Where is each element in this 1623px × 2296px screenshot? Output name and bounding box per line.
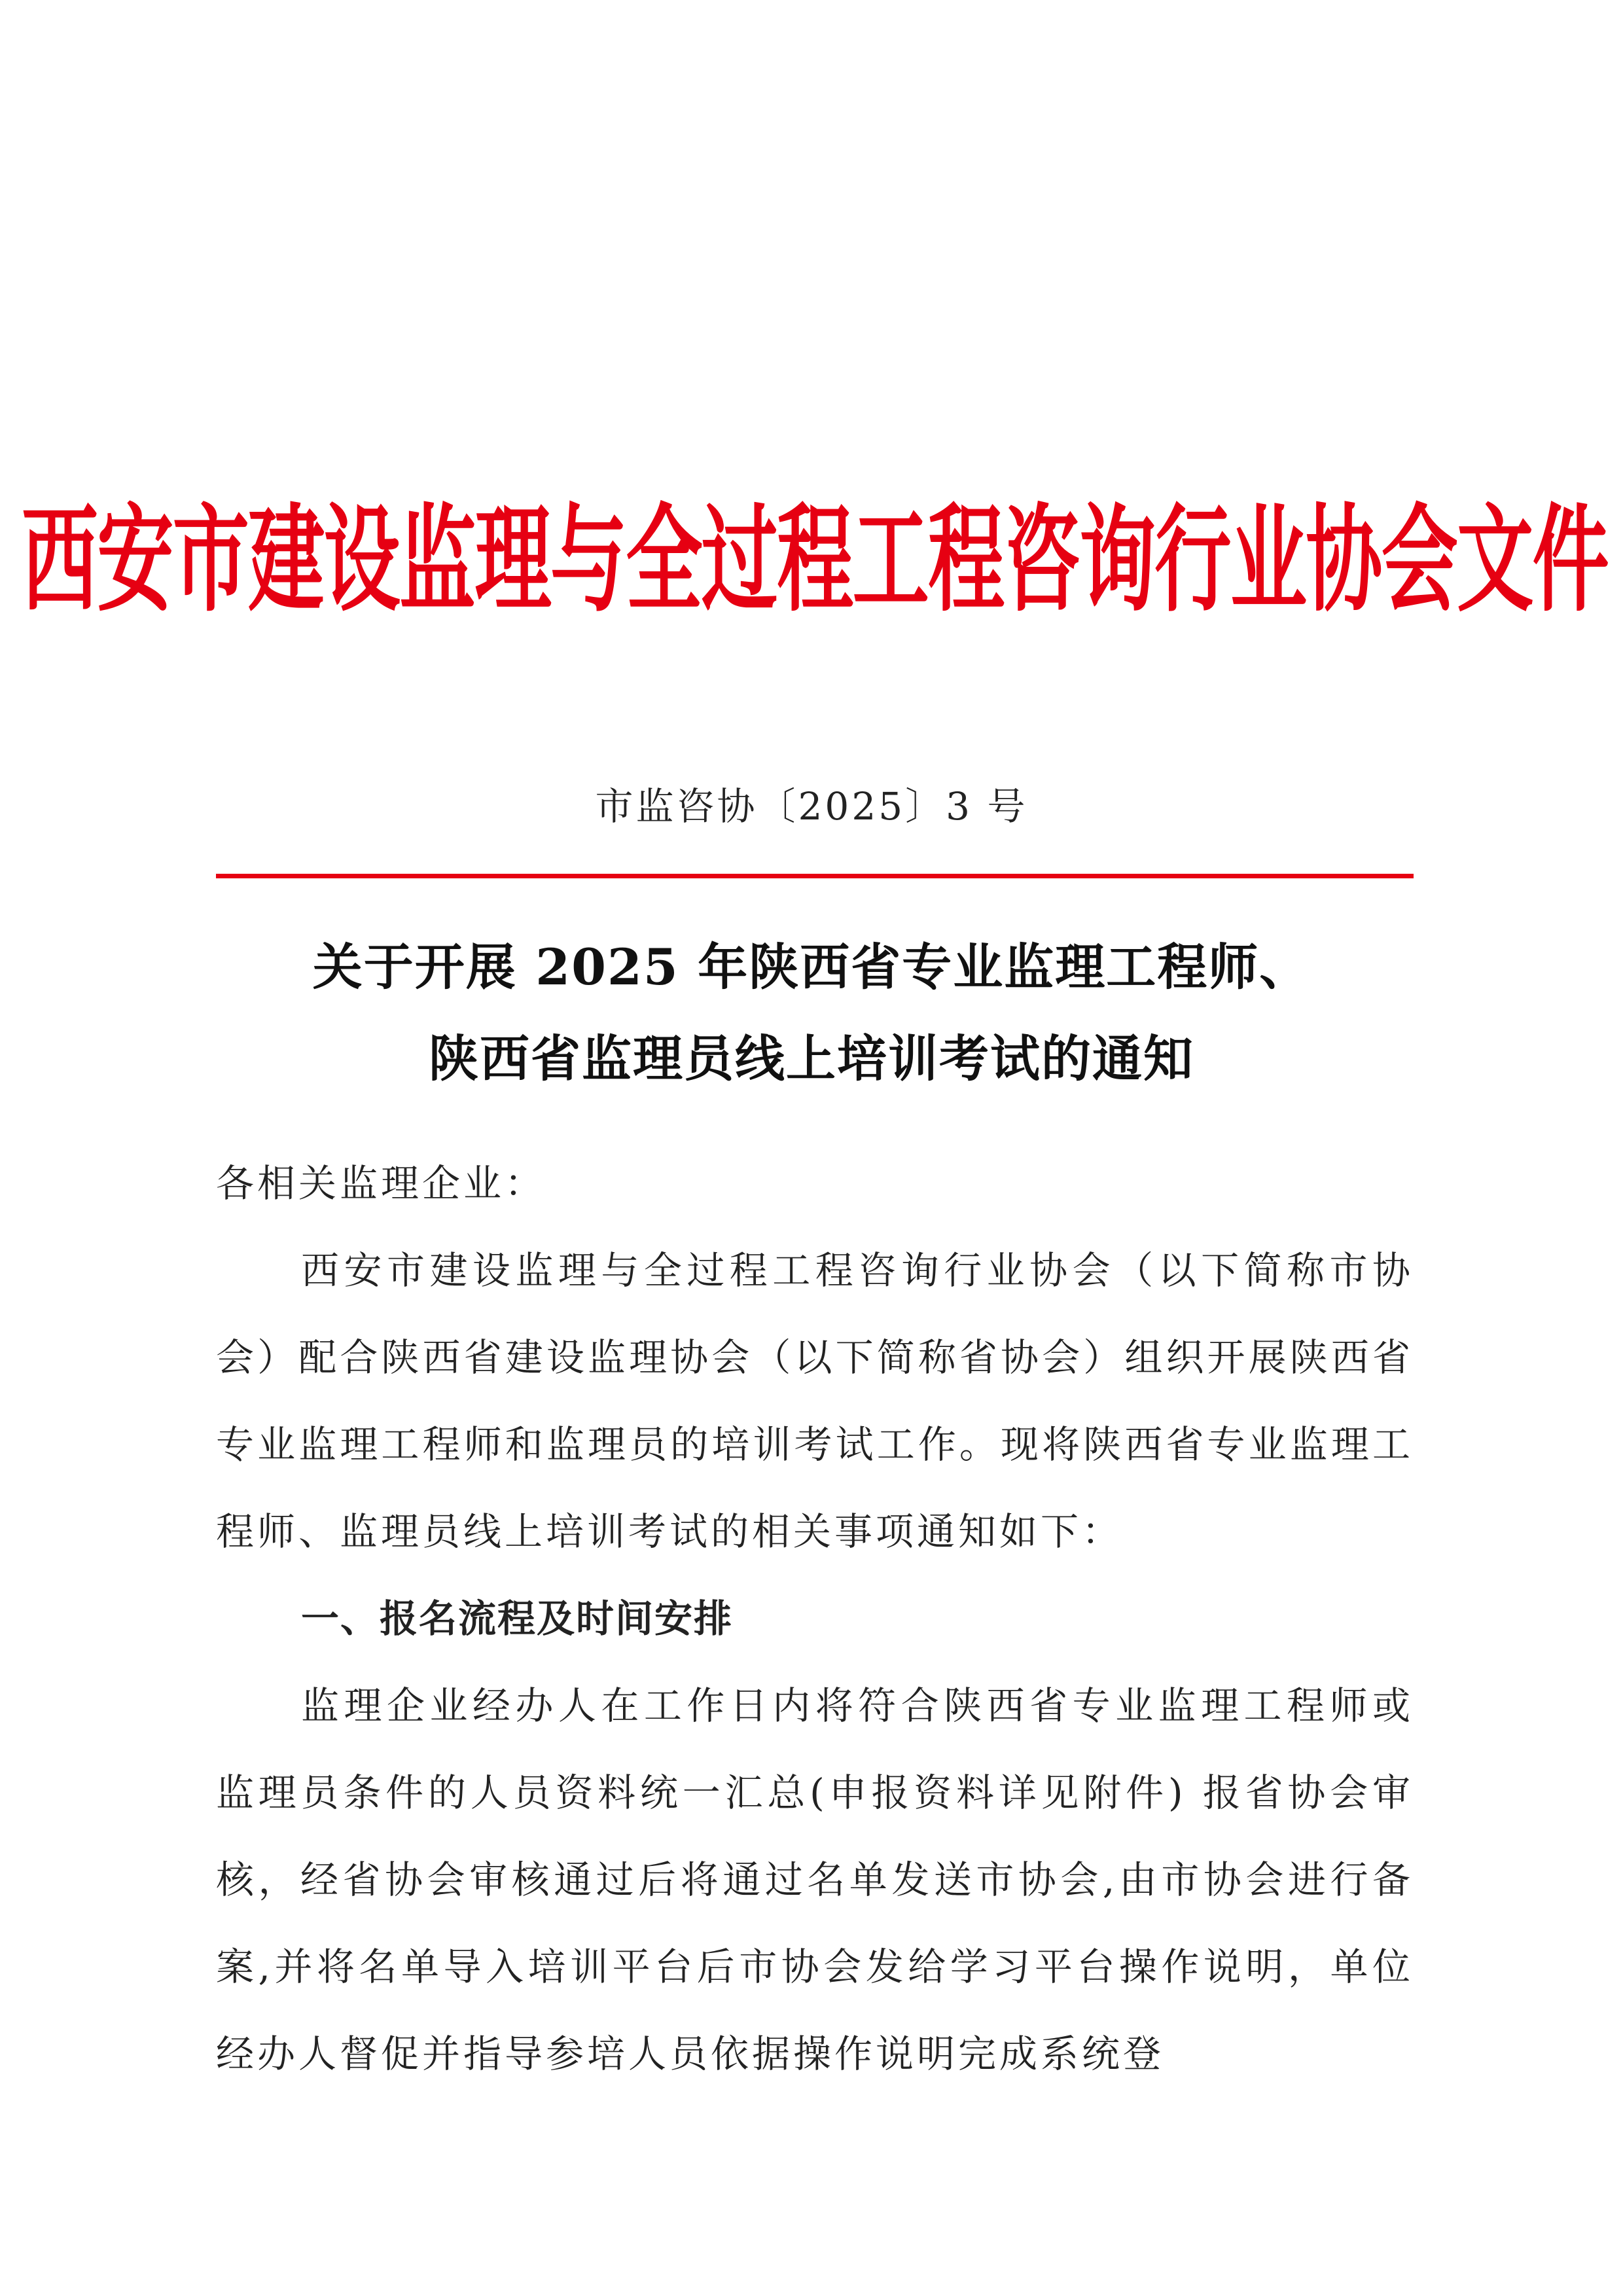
document-number: 市监咨协〔2025〕3 号	[595, 784, 1028, 829]
section-heading-1: 一、报名流程及时间安排	[301, 1596, 734, 1641]
notice-title-line-2: 陕西省监理员线上培训考试的通知	[429, 1030, 1194, 1088]
notice-title	[0, 922, 1623, 1105]
notice-title-line-1: 关于开展 2025 年陕西省专业监理工程师、	[312, 938, 1311, 996]
body-paragraph-2: 监理企业经办人在工作日内将符合陕西省专业监理工程师或监理员条件的人员资料统一汇总(申报资料详见附件) 报省协会审核，经省协会审核通过后将通过名单发送市协会,由市协会进行备案,并将名单导入培训平台后市协会发给学习平台操作说明，单位经办人督促并指导参培人员依据操作说明完成系统登	[216, 1683, 1414, 2076]
salutation: 各相关监理企业：	[216, 1161, 546, 1206]
organization-file-header: 西安市建设监理与全过程工程咨询行业协会文件	[21, 492, 1609, 628]
red-divider-line	[216, 874, 1414, 878]
notice-body	[216, 1140, 1414, 2098]
body-paragraph-1: 西安市建设监理与全过程工程咨询行业协会（以下简称市协会）配合陕西省建设监理协会（以下简称省协会）组织开展陕西省专业监理工程师和监理员的培训考试工作。现将陕西省专业监理工程师、监理员线上培训考试的相关事项通知如下：	[216, 1248, 1414, 1554]
